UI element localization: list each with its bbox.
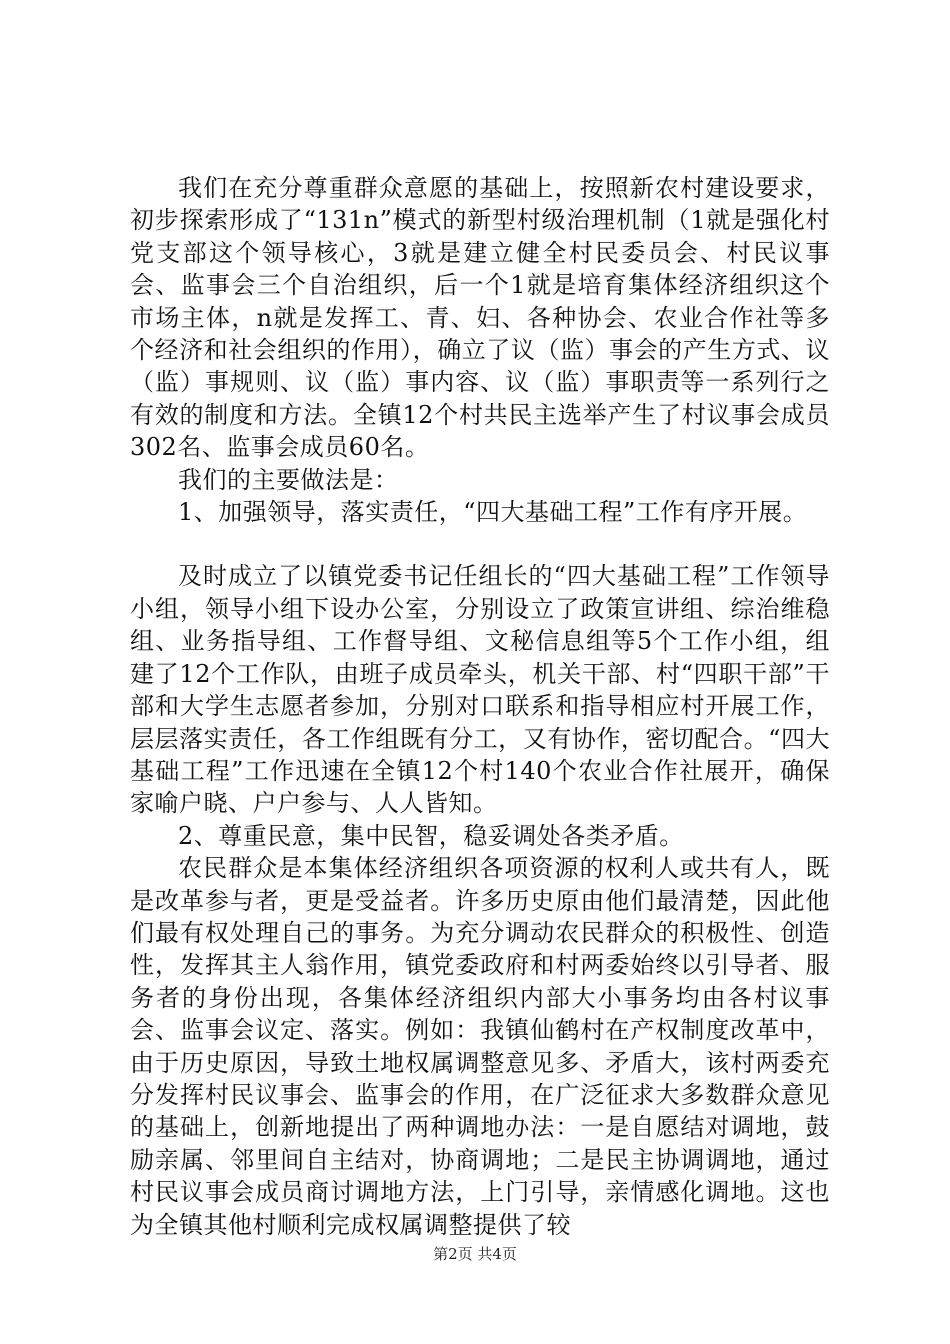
paragraph-respect-public-opinion: 农民群众是本集体经济组织各项资源的权利人或共有人，既是改革参与者，更是受益者。许多历史原由他们最清楚，因此他们最有权处理自己的事务。为充分调动农民群众的积极性、创造性，发挥其主人翁作用，镇党委政府和村两委始终以引导者、服务者的身份出现，各集体经济组织内部大小事务均由各村议事会、监事会议定、落实。例如：我镇仙鹤村在产权制度改革中，由于历史原因，导致土地权属调整意见多、矛盾大，该村两委充分发挥村民议事会、监事会的作用，在广泛征求大多数群众意见的基础上，创新地提出了两种调地办法：一是自愿结对调地，鼓励亲属、邻里间自主结对，协商调地；二是民主协调调地，通过村民议事会成员商讨调地方法，上门引导，亲情感化调地。这也为全镇其他村顺利完成权属调整提供了较 xyxy=(130,854,830,1239)
paragraph-main-practices-intro: 我们的主要做法是： xyxy=(178,465,399,494)
paragraph-governance-mechanism: 我们在充分尊重群众意愿的基础上，按照新农村建设要求，初步探索形成了“131n”模式的新型村级治理机制（1就是强化村党支部这个领导核心，3就是建立健全村民委员会、村民议事会、监事会三个自治组织，后一个1就是培育集体经济组织这个市场主体，n就是发挥工、青、妇、各种协会、农业合作社等多个经济和社会组织的作用），确立了议（监）事会的产生方式、议（监）事规则、议（监）事内容、议（监）事职责等一系列行之有效的制度和方法。全镇12个村共民主选举产生了村议事会成员302名、监事会成员60名。 xyxy=(130,174,830,462)
section-heading-1: 1、加强领导，落实责任，“四大基础工程”工作有序开展。 xyxy=(178,498,808,527)
page-footer: 第2页 共4页 xyxy=(433,1245,517,1263)
section-heading-2: 2、尊重民意，集中民智，稳妥调处各类矛盾。 xyxy=(178,821,684,850)
paragraph-leadership-group: 及时成立了以镇党委书记任组长的“四大基础工程”工作领导小组，领导小组下设办公室，分别设立了政策宣讲组、综治维稳组、业务指导组、工作督导组、文秘信息组等5个工作小组，组建了12个工作队，由班子成员牵头，机关干部、村“四职干部”干部和大学生志愿者参加，分别对口联系和指导相应村开展工作，层层落实责任，各工作组既有分工，又有协作，密切配合。“四大基础工程”工作迅速在全镇12个村140个农业合作社展开，确保家喻户晓、户户参与、人人皆知。 xyxy=(130,562,830,818)
document-body xyxy=(130,172,830,1241)
paragraph-spacer xyxy=(130,528,830,560)
